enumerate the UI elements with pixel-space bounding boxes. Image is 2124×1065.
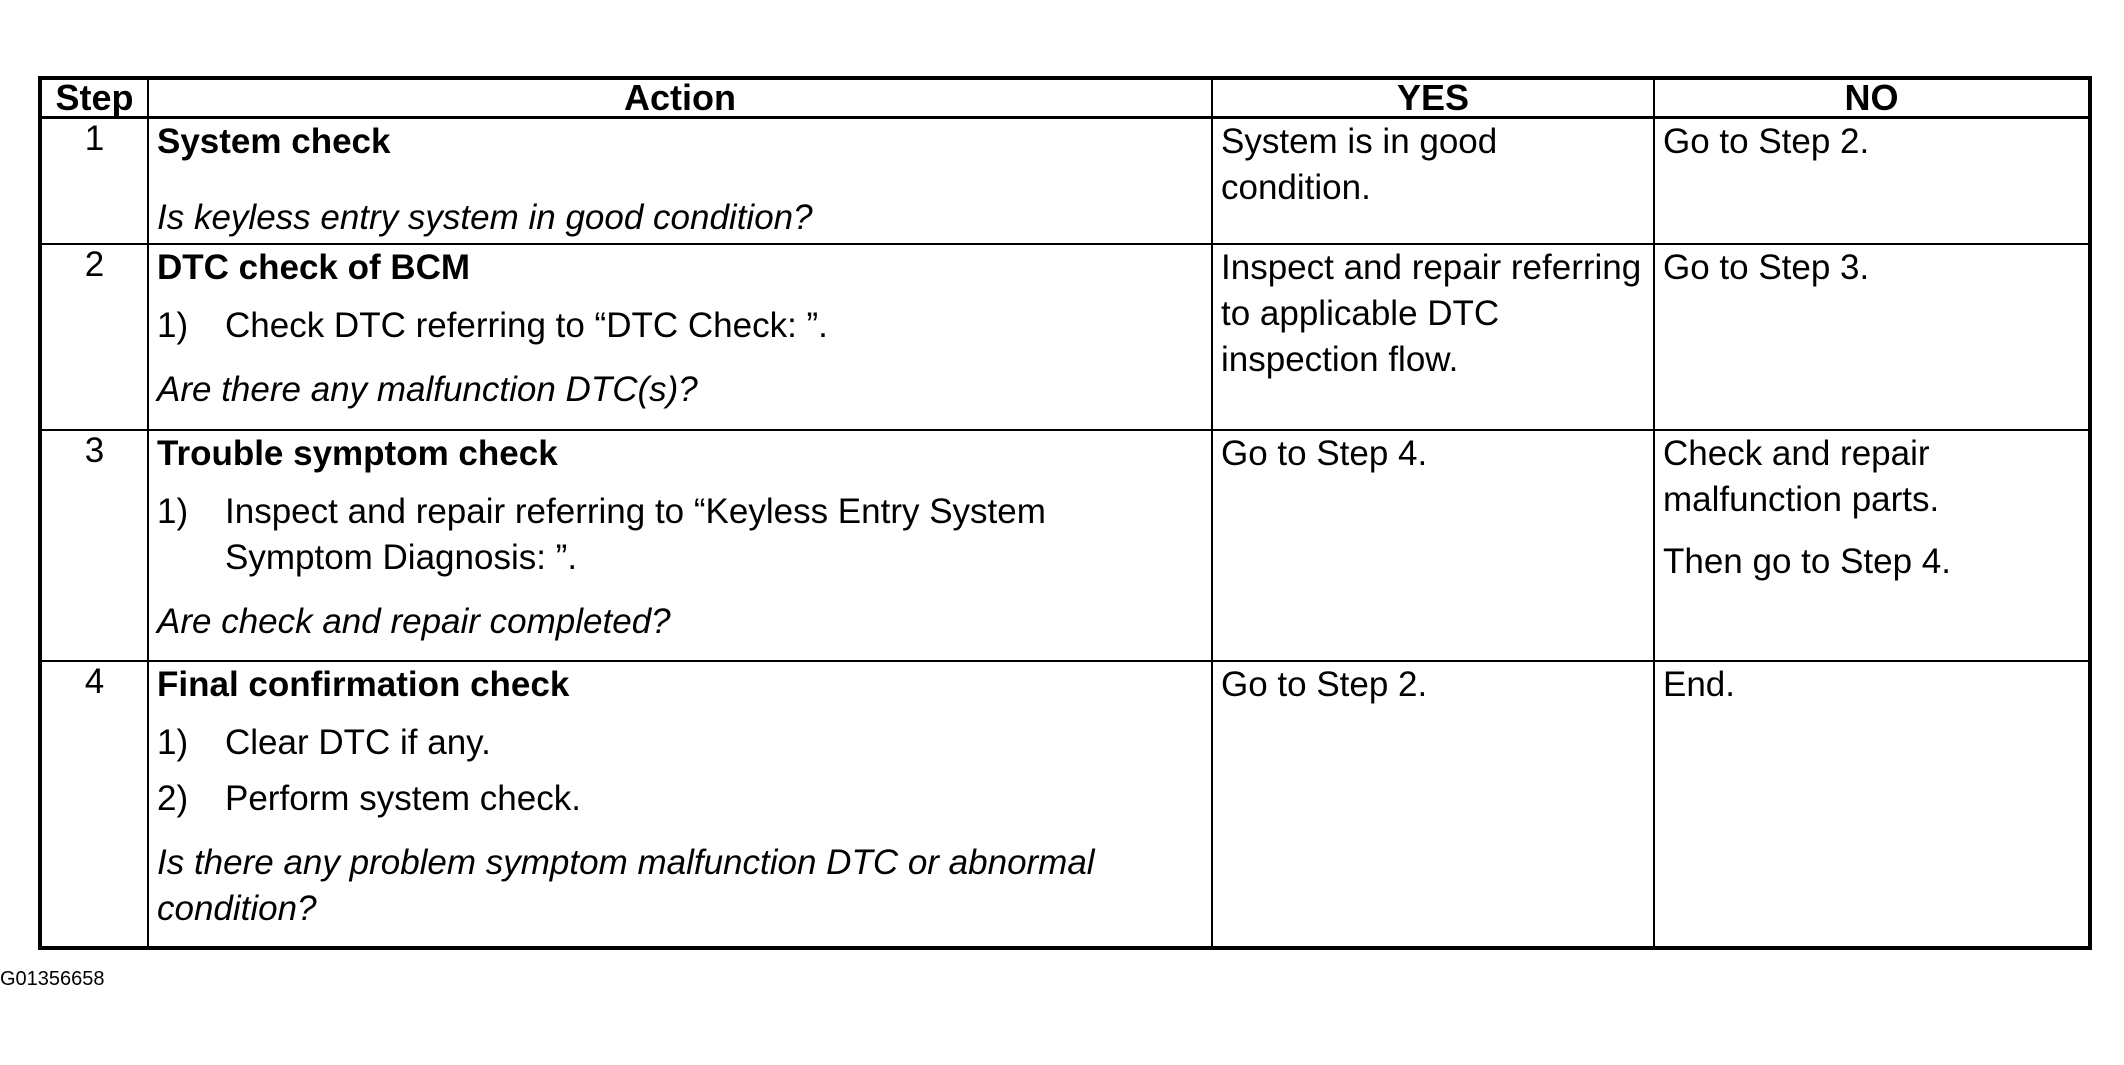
yes-cell [1212,430,1654,661]
action-question: Are there any malfunction DTC(s)? [157,370,698,409]
action-cell [148,661,1212,948]
no-text: Go to Step 2. [1663,122,1870,161]
header-action: Action [148,78,1212,118]
no-text: End. [1663,665,1735,704]
action-steps [157,489,1203,581]
action-steps [157,720,1203,822]
table-row [40,244,2090,430]
no-text: Check and repair malfunction parts. [1663,434,1940,519]
step-number: 1 [40,118,148,245]
action-question: Are check and repair completed? [157,602,671,641]
yes-cell [1212,118,1654,245]
action-step-item [157,776,1203,822]
table-row [40,661,2090,948]
action-title: Trouble symptom check [157,434,558,473]
yes-text: Go to Step 2. [1221,665,1428,704]
table-row [40,118,2090,245]
yes-text: Inspect and repair referring to applicable DTC inspection flow. [1221,248,1642,379]
header-yes: YES [1212,78,1654,118]
action-step-item [157,303,1203,349]
yes-text: Go to Step 4. [1221,434,1428,473]
action-title: System check [157,122,391,161]
action-step-item [157,720,1203,766]
action-cell [148,118,1212,245]
no-text: Go to Step 3. [1663,248,1870,287]
figure-id: G01356658 [0,968,105,990]
action-step-text: Inspect and repair referring to “Keyless Entry System Symptom Diagnosis: ”. [225,492,1046,577]
yes-text: System is in good condition. [1221,122,1498,207]
no-cell [1654,430,2090,661]
action-step-text: Check DTC referring to “DTC Check: ”. [225,306,828,345]
step-number: 2 [40,244,148,430]
action-step-number: 1) [157,723,189,762]
action-step-item [157,489,1203,581]
action-question: Is keyless entry system in good condition? [157,198,813,237]
diagnosis-table [38,76,2092,950]
header-step: Step [40,78,148,118]
action-step-number: 1) [157,306,189,345]
yes-cell [1212,244,1654,430]
no-cell [1654,118,2090,245]
yes-cell [1212,661,1654,948]
action-cell [148,244,1212,430]
action-question: Is there any problem symptom malfunction DTC or abnormal condition? [157,843,1095,928]
action-step-text: Perform system check. [225,779,581,818]
table-header-row [40,78,2090,118]
no-cell [1654,661,2090,948]
step-number: 4 [40,661,148,948]
table-row [40,430,2090,661]
action-step-number: 2) [157,779,189,818]
no-text: Then go to Step 4. [1663,542,1951,581]
action-step-text: Clear DTC if any. [225,723,491,762]
no-cell [1654,244,2090,430]
header-no: NO [1654,78,2090,118]
table-body [40,118,2090,949]
action-steps [157,303,1203,349]
action-title: DTC check of BCM [157,248,471,287]
action-title: Final confirmation check [157,665,570,704]
action-cell [148,430,1212,661]
step-number: 3 [40,430,148,661]
action-step-number: 1) [157,492,189,531]
